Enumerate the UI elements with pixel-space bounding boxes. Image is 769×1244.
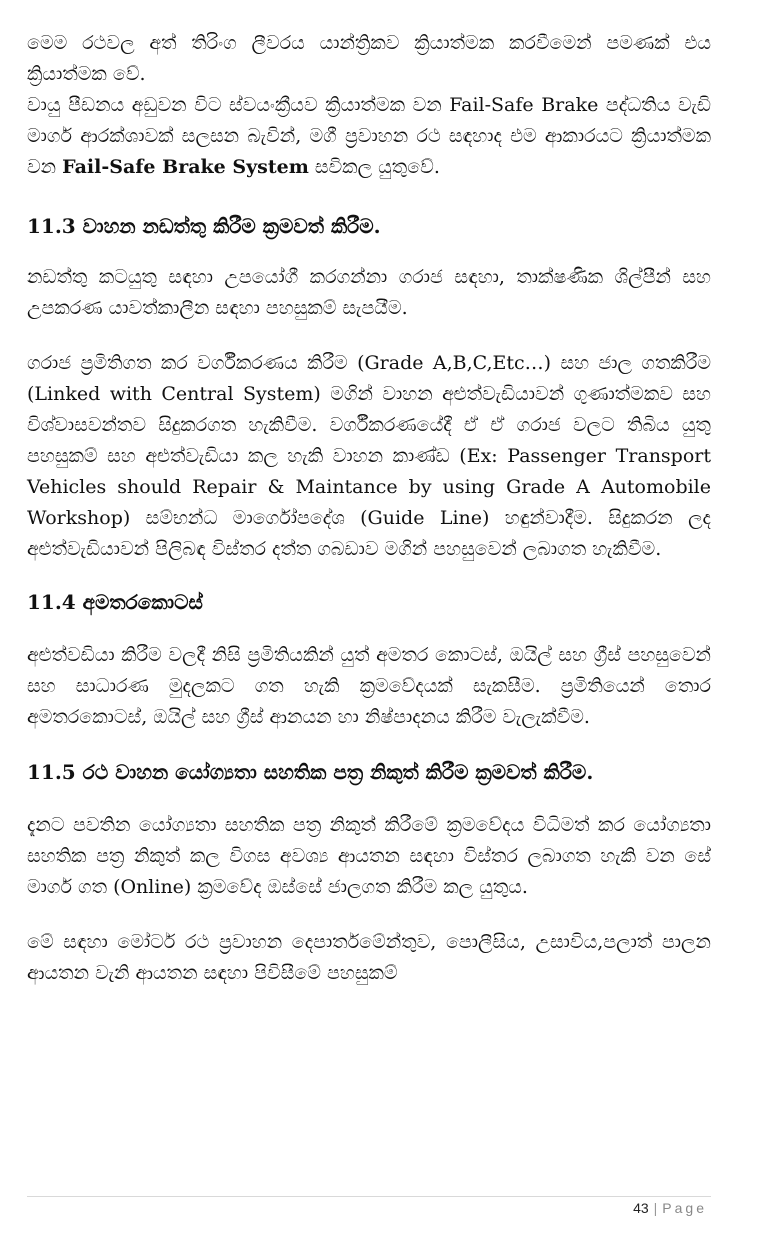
- page-number: 43: [633, 1200, 649, 1216]
- section-heading-11-5: 11.5 රථ වාහන යෝග්‍යතා සහතික පත්‍ර නිකුත් කිරීම ක්‍රමවත් කිරීම.: [27, 760, 594, 784]
- bold-term-fail-safe-brake-system: Fail-Safe Brake System: [62, 156, 309, 178]
- page-footer: [633, 1200, 707, 1216]
- paragraph-maintenance-facilities: නඩත්තු කටයුතු සඳහා උපයෝගී කරගන්නා ගරාජ සඳහා, තාක්ෂණික ශිල්පීන් සහ උපකරණ යාවත්කාලීන සඳහා පහසුකම් සැපයීම.: [27, 266, 711, 319]
- paragraph-fitness-certificates: දැනට පවතින යෝග්‍යතා සහතික පත්‍ර නිකුත් කිරීමේ ක්‍රමවේදය විධිමත් කර යෝග්‍යතා සහතික පත්‍ර නිකුත් කල විගස අවශ්‍ය ආයතන සඳහා විස්තර ලබාගත හැකි වන සේ මාර්ග ගත (Online) ක්‍රමවේද ඔස්සේ ජාලගත කිරීම කල යුතුය.: [27, 814, 711, 898]
- paragraph-spare-parts: අළුත්වඩියා කිරීම වලදී නිසි ප්‍රමිතියකින් යුත් අමතර කොටස්, ඔයිල් සහ ග්‍රීස් පහසුවෙන් සහ සාධාරණ මුදලකට ගත හැකි ක්‍රමවේදයක් සැකසීම. ප්‍රමිතියෙන් තොර අමතරකොටස්, ඔයිල් සහ ග්‍රීස් ආනයන හා නිෂ්පාදනය කිරීම වැලැක්වීම.: [27, 644, 711, 728]
- paragraph-text: සවිකල යුතුවේ.: [308, 156, 440, 178]
- paragraph-access-facilities: මේ සඳහා මෝටර් රථ ප්‍රවාහන දෙපාර්තමේන්තුව, පොලීසිය, උසාවිය,පලාත් පාලන ආයතන වැනි ආයතන සඳහා පිවිසීමේ පහසුකම්: [27, 931, 711, 984]
- section-heading-11-4: 11.4 අමතරකොටස්: [27, 590, 203, 614]
- page-label: Page: [662, 1200, 707, 1216]
- paragraph-garage-grading: ගරාජ ප්‍රමිතිගත කර වර්ගීකරණය කිරීම (Grade A,B,C,Etc…) සහ ජාල ගතකිරීම (Linked with Central System) මගින් වාහන අළුත්වැඩියාවන් ගුණාත්මකව සහ විශ්වාසවන්තව සිදුකරගත හැකිවීම. වර්ගීකරණයේදී ඒ ඒ ගරාජ වලට තිබිය යුතු පහසුකම් සහ අළුත්වැඩියා කල හැකි වාහන කාණ්ඩ (Ex: Passenger Transport Vehicles should Repair & Maintance by using Grade A Automobile Workshop) සම්භන්ධ මාර්ගෝපදේශ (Guide Line) හඳුන්වාදීම. සිදුකරන ලද අළුත්වැඩියාවන් පිලිබඳ විස්තර දත්ත ගබඩාව මගින් පහසුවෙන් ලබාගත හැකිවීම.: [27, 352, 711, 560]
- footer-divider: [27, 1196, 711, 1197]
- footer-separator: |: [653, 1200, 658, 1216]
- paragraph-hand-brake: මෙම රථවල අත් තිරිංග ලීවරය යාන්ත්‍රිකව ක්‍රියාත්මක කරවීමෙන් පමණක් එය ක්‍රියාත්මක වේ.: [27, 32, 711, 85]
- section-heading-11-3: 11.3 වාහන නඩත්තු කිරීම ක්‍රමවත් කිරීම.: [27, 214, 381, 238]
- paragraph-text: වායු පීඩනය අඩුවන විට ස්වයංක්‍රීයව ක්‍රියාත්මක වන Fail-Safe Brake පද්ධතිය වැඩි මාර්ග ආරක්ශාවක් සලසන බැවින්, මගී ප්‍රවාහන රථ සඳහාද එම ආකාරයට ක්‍රියාත්මක වන: [27, 94, 711, 178]
- page-content: [27, 28, 711, 989]
- paragraph-fail-safe-brake: [27, 90, 711, 183]
